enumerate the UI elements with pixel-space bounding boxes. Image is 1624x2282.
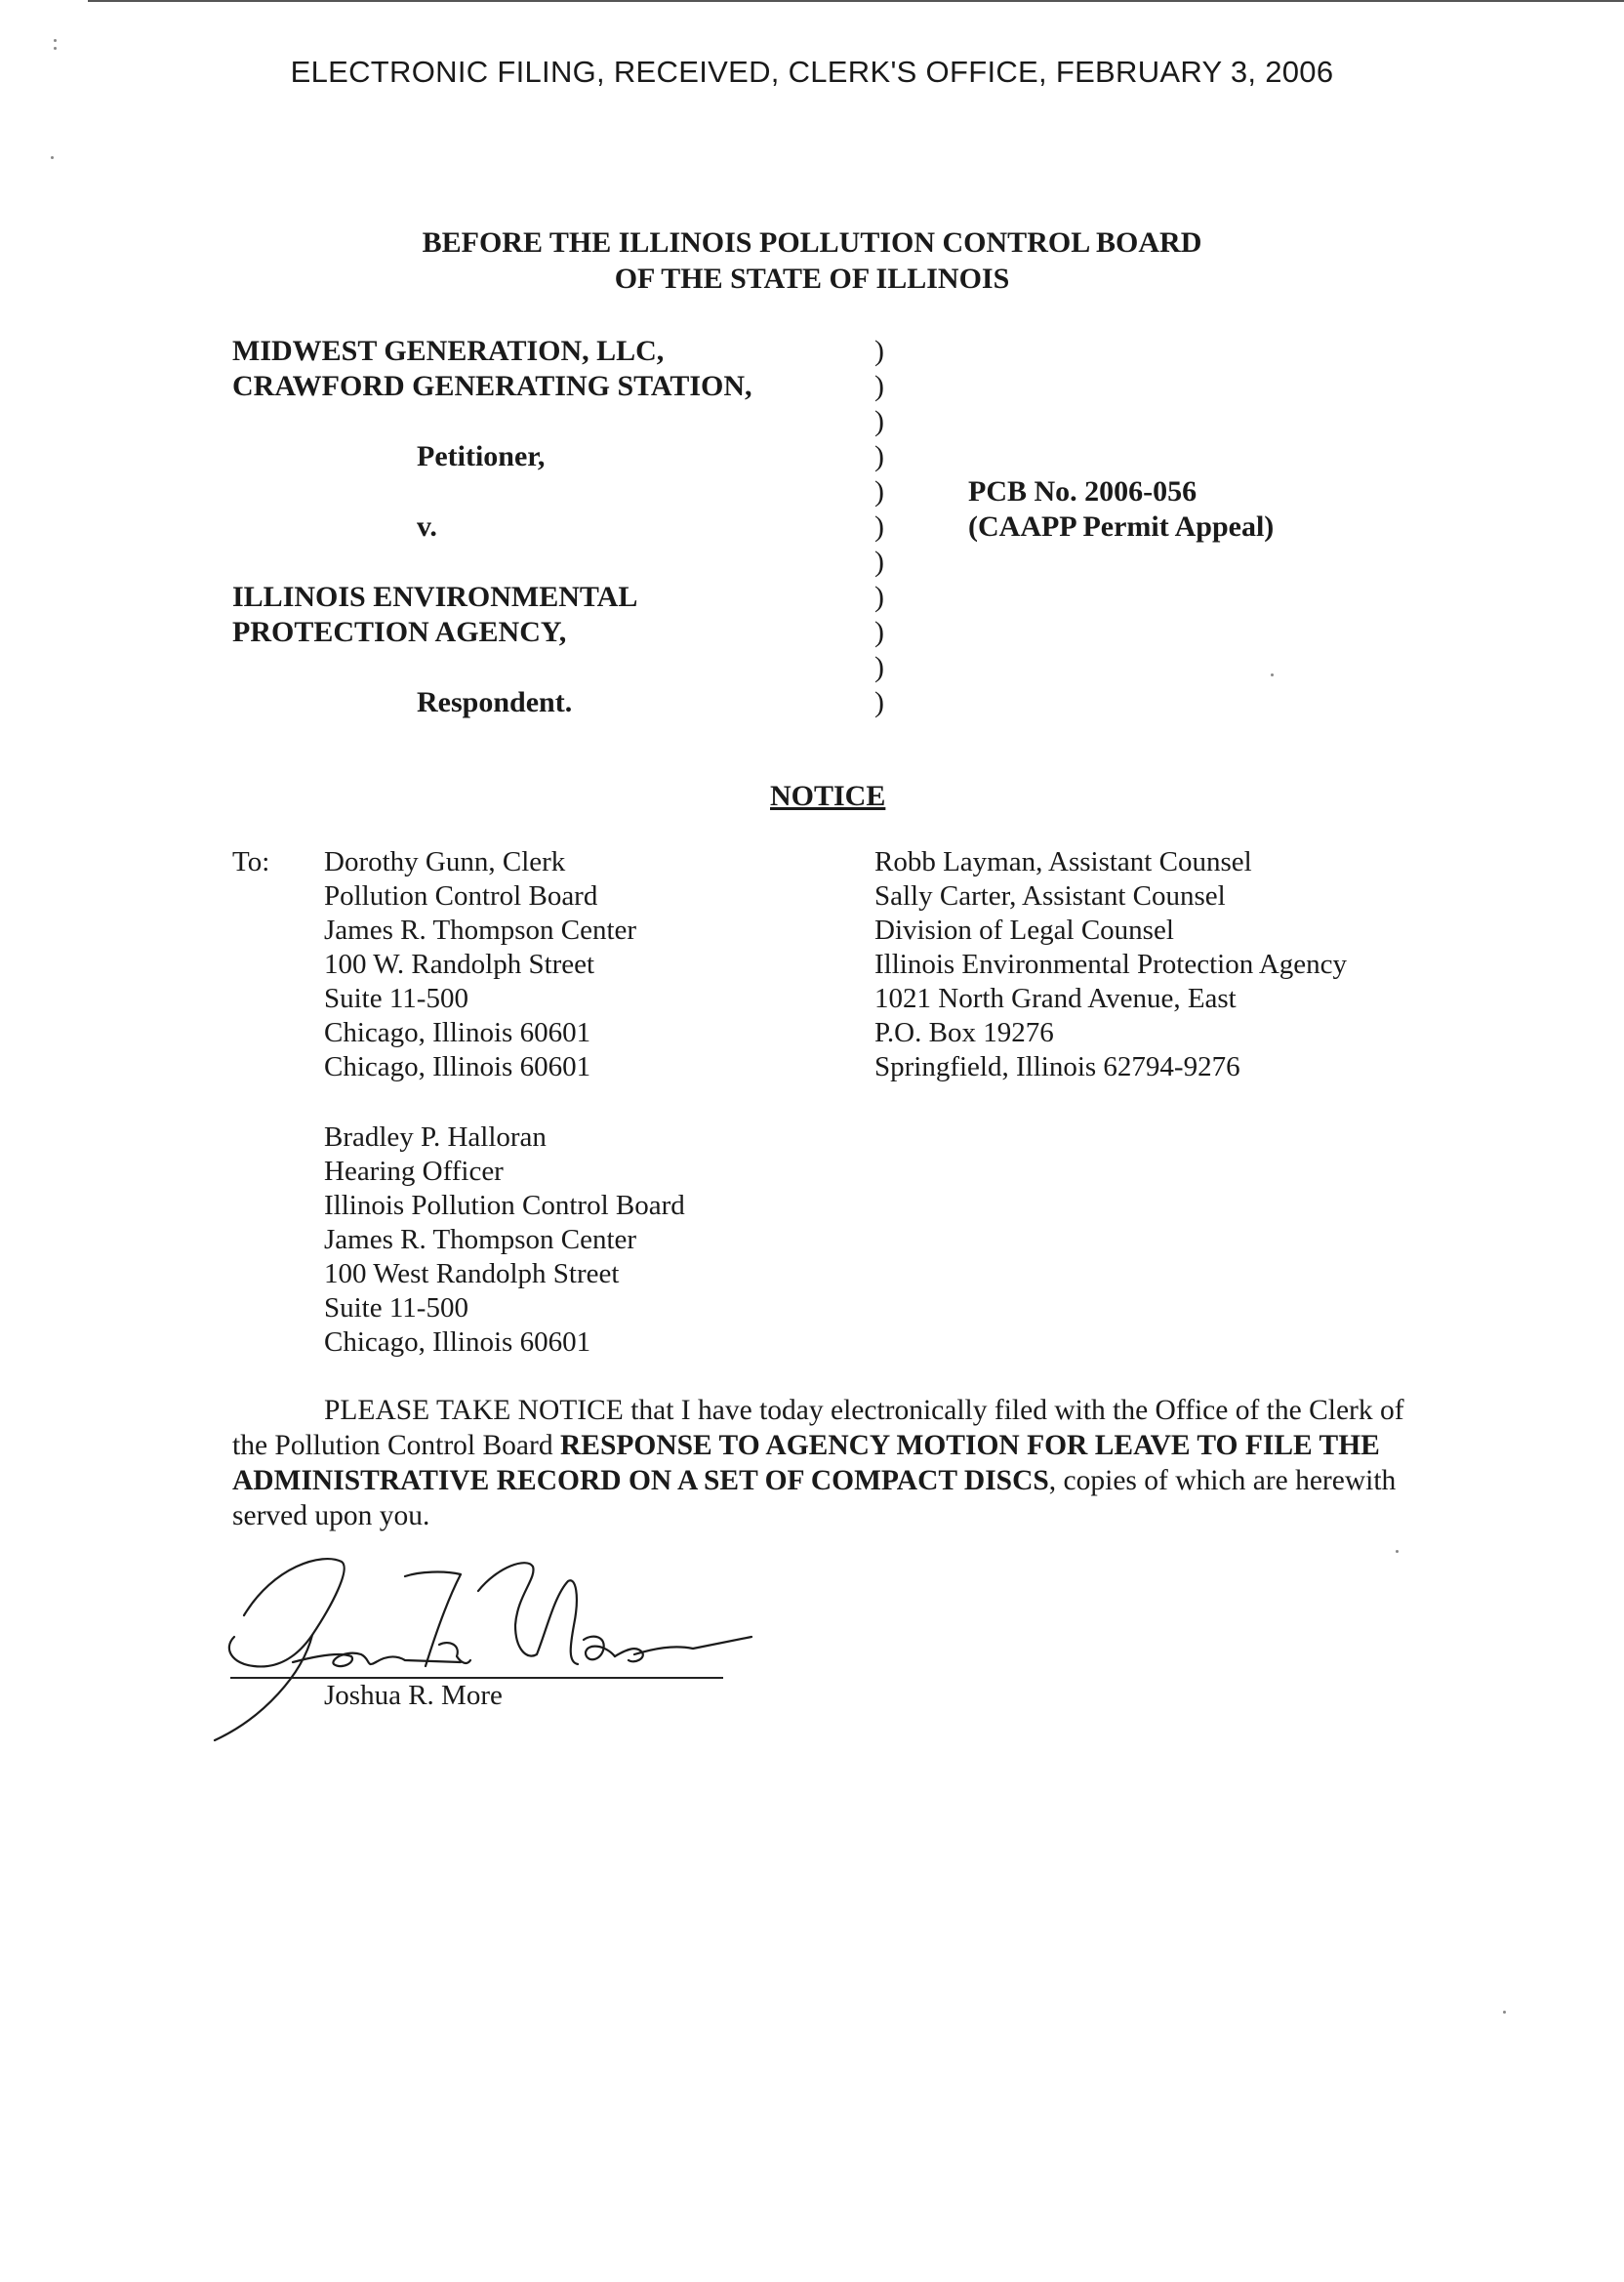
caption-parentheses: ) ) ) ) ) ) ) ) ) ) ): [874, 335, 884, 718]
filed-document-title: RESPONSE TO AGENCY MOTION FOR LEAVE TO FILE THE ADMINISTRATIVE RECORD ON A SET OF COMPACT DISCS: [232, 1430, 1380, 1496]
respondent-name-line2: PROTECTION AGENCY,: [232, 616, 567, 648]
scan-speck: [54, 47, 57, 50]
scan-speck: [1396, 1550, 1399, 1553]
address-line: Suite 11-500: [324, 1292, 468, 1324]
recipient-block-clerk: [324, 845, 636, 1084]
address-line: Suite 11-500: [324, 983, 468, 1014]
address-line: Division of Legal Counsel: [874, 915, 1174, 946]
address-line: 100 W. Randolph Street: [324, 949, 595, 980]
to-label: To:: [232, 846, 270, 877]
recipient-block-agency: [874, 845, 1347, 1084]
address-line: Pollution Control Board: [324, 880, 598, 912]
court-title-line2: OF THE STATE OF ILLINOIS: [614, 263, 1010, 295]
notice-title: NOTICE: [770, 780, 886, 812]
case-number: PCB No. 2006-056: [968, 475, 1198, 508]
address-line: Chicago, Illinois 60601: [324, 1051, 591, 1082]
address-line: Chicago, Illinois 60601: [324, 1326, 591, 1358]
scan-speck: [1271, 673, 1274, 676]
address-line: James R. Thompson Center: [324, 915, 637, 946]
address-line: P.O. Box 19276: [874, 1017, 1054, 1048]
address-line: Chicago, Illinois 60601: [324, 1017, 591, 1048]
address-line: Dorothy Gunn, Clerk: [324, 846, 566, 877]
petitioner-name-line2: CRAWFORD GENERATING STATION,: [232, 370, 752, 402]
address-line: 100 West Randolph Street: [324, 1258, 620, 1289]
respondent-role: Respondent.: [417, 686, 573, 718]
notice-paragraph: PLEASE TAKE NOTICE that I have today electronically filed with the Office of the Clerk of the Pollution Control Board RESPONSE TO AGENCY MOTION FOR LEAVE TO FILE THE ADMINISTRATIVE RECORD ON A SET OF COMPACT DISCS, copies of which are herewith served upon you.: [232, 1395, 1404, 1531]
filing-stamp-header: ELECTRONIC FILING, RECEIVED, CLERK'S OFFICE, FEBRUARY 3, 2006: [290, 55, 1334, 89]
signer-printed-name: Joshua R. More: [324, 1680, 503, 1711]
case-type: (CAAPP Permit Appeal): [968, 510, 1275, 543]
versus-label: v.: [417, 510, 437, 543]
address-line: 1021 North Grand Avenue, East: [874, 983, 1237, 1014]
scan-speck: [51, 156, 54, 159]
recipient-block-hearing-officer: [324, 1121, 685, 1360]
court-title-line1: BEFORE THE ILLINOIS POLLUTION CONTROL BOARD: [422, 226, 1202, 259]
scan-speck: [54, 39, 57, 42]
address-line: Illinois Environmental Protection Agency: [874, 949, 1348, 980]
address-line: Illinois Pollution Control Board: [324, 1190, 685, 1221]
address-line: Bradley P. Halloran: [324, 1121, 547, 1153]
top-border-line: [88, 0, 1624, 2]
petitioner-role: Petitioner,: [417, 440, 546, 472]
address-line: Hearing Officer: [324, 1156, 504, 1187]
scan-speck: [1503, 2011, 1506, 2014]
address-line: Robb Layman, Assistant Counsel: [874, 846, 1252, 877]
address-line: Sally Carter, Assistant Counsel: [874, 880, 1226, 912]
handwritten-signature: [205, 1547, 761, 1742]
respondent-name-line1: ILLINOIS ENVIRONMENTAL: [232, 581, 638, 613]
address-line: James R. Thompson Center: [324, 1224, 637, 1255]
petitioner-name-line1: MIDWEST GENERATION, LLC,: [232, 335, 665, 367]
address-line: Springfield, Illinois 62794-9276: [874, 1051, 1240, 1082]
